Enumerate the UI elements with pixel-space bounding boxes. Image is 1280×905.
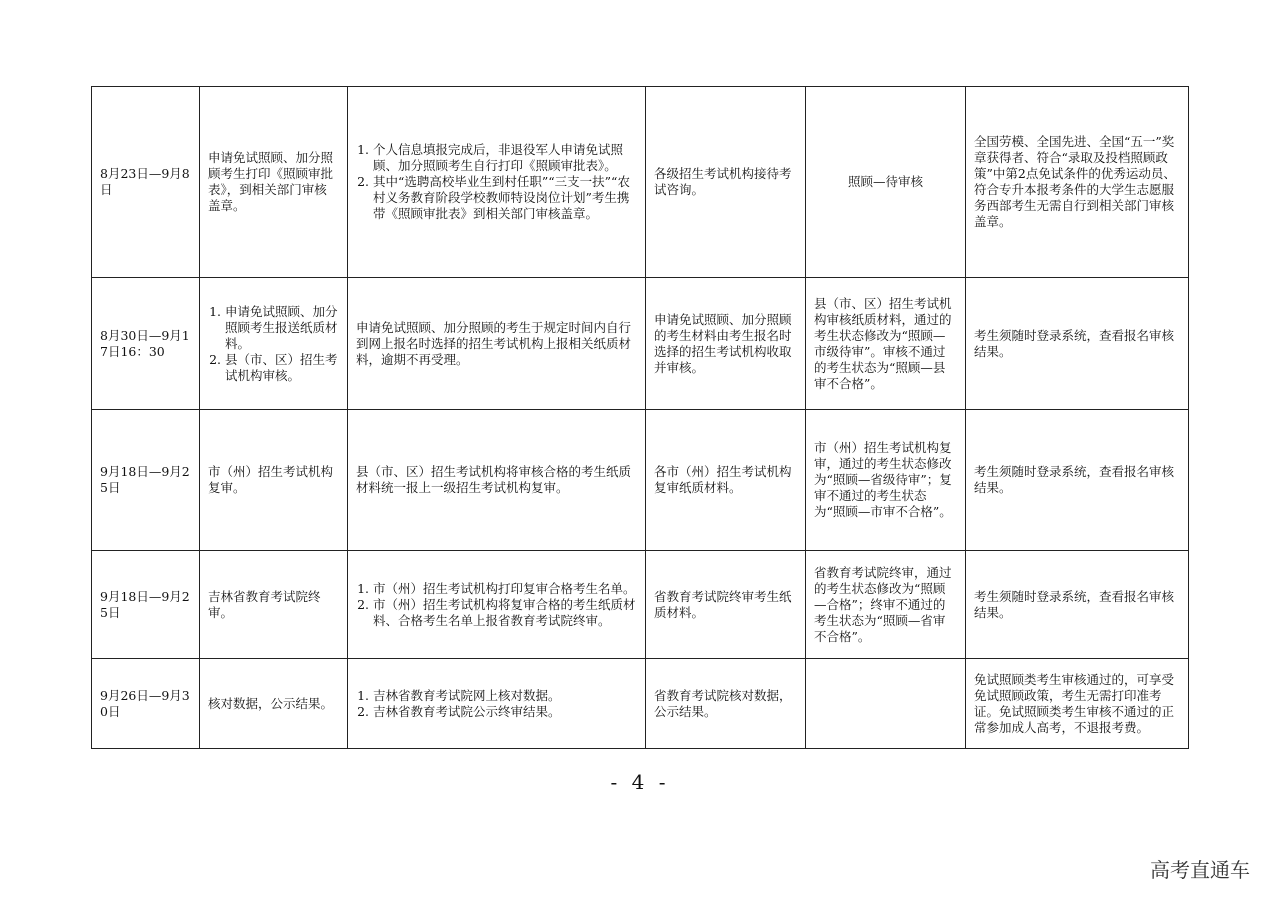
- status-cell: [806, 659, 966, 749]
- page-number: - 4 -: [610, 770, 670, 794]
- note-cell: 免试照顾类考生审核通过的，可享受免试照顾政策，考生无需打印准考证。免试照顾类考生审核不通过的正常参加成人高考，不退报考费。: [966, 659, 1189, 749]
- task-cell: 核对数据，公示结果。: [200, 659, 348, 749]
- list-item: 1. 个人信息填报完成后，非退役军人申请免试照顾、加分照顾考生自行打印《照顾审批表》。: [373, 142, 637, 174]
- agency-cell: 各市（州）招生考试机构复审纸质材料。: [646, 410, 806, 551]
- time-cell: 9月26日—9月30日: [92, 659, 200, 749]
- note-cell: 考生须随时登录系统，查看报名审核结果。: [966, 278, 1189, 410]
- status-cell: 县（市、区）招生考试机构审核纸质材料，通过的考生状态修改为“照顾—市级待审”。审核不通过的考生状态为“照顾—县审不合格”。: [806, 278, 966, 410]
- agency-cell: 省教育考试院核对数据，公示结果。: [646, 659, 806, 749]
- steps-list: [356, 688, 637, 720]
- note-cell: 全国劳模、全国先进、全国“五一”奖章获得者、符合“录取及投档照顾政策”中第2点免试条件的优秀运动员、符合专升本报考条件的大学生志愿服务西部考生无需自行到相关部门审核盖章。: [966, 87, 1189, 278]
- steps-cell: [348, 551, 646, 659]
- table-row: [92, 551, 1189, 659]
- time-cell: 8月23日—9月8日: [92, 87, 200, 278]
- time-cell: 8月30日—9月17日16：30: [92, 278, 200, 410]
- list-item: 1. 申请免试照顾、加分照顾考生报送纸质材料。: [225, 304, 339, 352]
- steps-cell: 申请免试照顾、加分照顾的考生于规定时间内自行到网上报名时选择的招生考试机构上报相关纸质材料，逾期不再受理。: [348, 278, 646, 410]
- note-cell: 考生须随时登录系统，查看报名审核结果。: [966, 551, 1189, 659]
- agency-cell: 各级招生考试机构接待考试咨询。: [646, 87, 806, 278]
- table-row: [92, 87, 1189, 278]
- list-item: 2. 县（市、区）招生考试机构审核。: [225, 352, 339, 384]
- task-cell: 吉林省教育考试院终审。: [200, 551, 348, 659]
- status-cell: 照顾—待审核: [806, 87, 966, 278]
- steps-list: [356, 581, 637, 629]
- list-item: 2. 吉林省教育考试院公示终审结果。: [373, 704, 637, 720]
- steps-list: [356, 142, 637, 222]
- list-item: 1. 市（州）招生考试机构打印复审合格考生名单。: [373, 581, 637, 597]
- note-cell: 考生须随时登录系统，查看报名审核结果。: [966, 410, 1189, 551]
- steps-cell: 县（市、区）招生考试机构将审核合格的考生纸质材料统一报上一级招生考试机构复审。: [348, 410, 646, 551]
- task-list: [208, 304, 339, 384]
- steps-cell: [348, 659, 646, 749]
- time-cell: 9月18日—9月25日: [92, 410, 200, 551]
- status-cell: 省教育考试院终审，通过的考生状态修改为“照顾—合格”；终审不通过的考生状态为“照顾—省审不合格”。: [806, 551, 966, 659]
- agency-cell: 申请免试照顾、加分照顾的考生材料由考生报名时选择的招生考试机构收取并审核。: [646, 278, 806, 410]
- steps-cell: [348, 87, 646, 278]
- agency-cell: 省教育考试院终审考生纸质材料。: [646, 551, 806, 659]
- list-item: 2. 其中“选聘高校毕业生到村任职”“三支一扶”“农村义务教育阶段学校教师特设岗位计划”考生携带《照顾审批表》到相关部门审核盖章。: [373, 174, 637, 222]
- status-cell: 市（州）招生考试机构复审，通过的考生状态修改为“照顾—省级待审”；复审不通过的考生状态为“照顾—市审不合格”。: [806, 410, 966, 551]
- table-row: [92, 410, 1189, 551]
- table-row: [92, 659, 1189, 749]
- list-item: 2. 市（州）招生考试机构将复审合格的考生纸质材料、合格考生名单上报省教育考试院终审。: [373, 597, 637, 629]
- task-cell: 申请免试照顾、加分照顾考生打印《照顾审批表》，到相关部门审核盖章。: [200, 87, 348, 278]
- task-cell: [200, 278, 348, 410]
- list-item: 1. 吉林省教育考试院网上核对数据。: [373, 688, 637, 704]
- table-row: [92, 278, 1189, 410]
- time-cell: 9月18日—9月25日: [92, 551, 200, 659]
- watermark-text: 高考直通车: [1150, 858, 1250, 882]
- task-cell: 市（州）招生考试机构复审。: [200, 410, 348, 551]
- schedule-table: [91, 86, 1189, 749]
